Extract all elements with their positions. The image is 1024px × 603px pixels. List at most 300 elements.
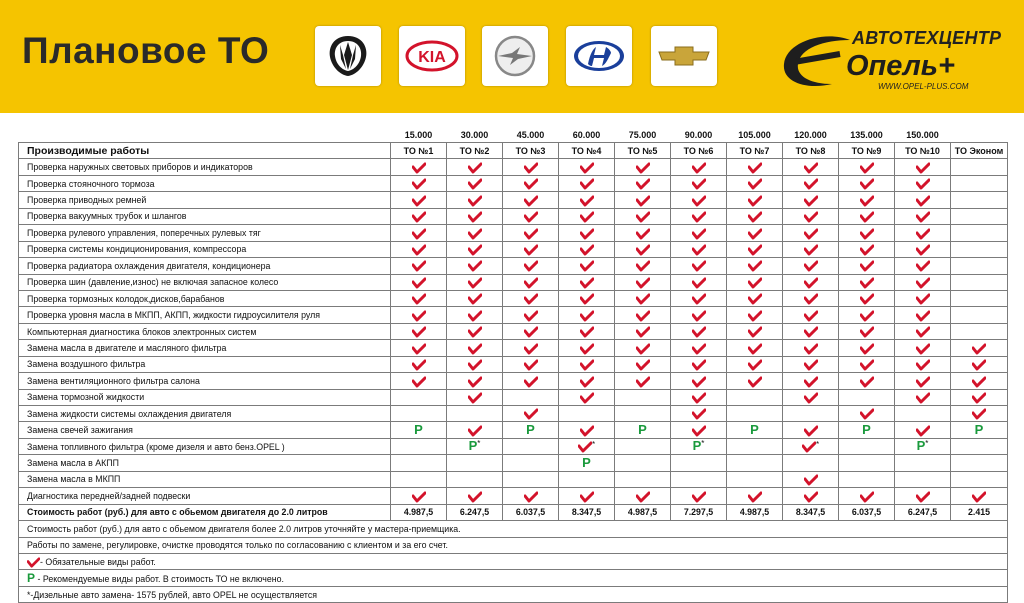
check-icon	[860, 327, 874, 337]
work-label: Проверка шин (давление,износ) не включая запасное колесо	[19, 274, 391, 290]
check-icon	[636, 310, 650, 320]
table-row	[19, 175, 1008, 191]
cost-value: 8.347,5	[783, 504, 839, 520]
maintenance-table	[18, 128, 1008, 603]
mileage-label: 105.000	[738, 130, 771, 140]
status-cell	[727, 373, 783, 389]
status-cell	[839, 422, 895, 438]
status-cell	[727, 290, 783, 306]
check-icon	[860, 409, 874, 419]
status-cell	[839, 290, 895, 306]
status-cell	[447, 258, 503, 274]
table-row	[19, 422, 1008, 438]
status-cell	[391, 175, 447, 191]
status-cell	[671, 175, 727, 191]
check-icon	[972, 491, 986, 501]
check-icon	[916, 310, 930, 320]
check-icon	[412, 228, 426, 238]
check-icon	[580, 327, 594, 337]
cost-value: 6.247,5	[895, 504, 951, 520]
legend-required-text: - Обязательные виды работ.	[40, 556, 156, 567]
status-cell	[447, 192, 503, 208]
work-label: Замена масла в двигателе и масляного фильтра	[19, 340, 391, 356]
check-icon	[692, 376, 706, 386]
status-cell	[671, 323, 727, 339]
status-cell	[447, 389, 503, 405]
status-cell	[951, 323, 1008, 339]
check-icon	[636, 327, 650, 337]
status-cell	[391, 356, 447, 372]
status-cell	[615, 192, 671, 208]
check-icon	[468, 392, 482, 402]
check-icon	[412, 277, 426, 287]
status-cell	[671, 340, 727, 356]
check-icon	[636, 211, 650, 221]
status-cell	[839, 159, 895, 175]
status-cell	[559, 241, 615, 257]
status-cell	[447, 422, 503, 438]
check-icon	[636, 195, 650, 205]
mileage-label: 45.000	[516, 130, 545, 140]
table-row	[19, 258, 1008, 274]
check-icon	[916, 162, 930, 172]
note-agreement: Работы по замене, регулировке, очистке проводятся только по согласованию с клиентом и за его счет.	[19, 537, 1008, 553]
note-row	[19, 537, 1008, 553]
legend-recommended-text: - Рекомендуемые виды работ. В стоимость ТО не включено.	[35, 573, 284, 584]
check-icon	[804, 343, 818, 353]
status-cell	[895, 274, 951, 290]
work-label: Проверка приводных ремней	[19, 192, 391, 208]
status-cell	[559, 406, 615, 422]
check-icon	[578, 442, 592, 452]
status-cell	[783, 274, 839, 290]
status-cell	[951, 159, 1008, 175]
status-cell	[559, 356, 615, 372]
mileage-label: 150.000	[906, 130, 939, 140]
recommended-icon: Р	[750, 421, 759, 437]
status-cell	[839, 340, 895, 356]
status-cell	[783, 389, 839, 405]
check-icon	[468, 310, 482, 320]
status-cell	[783, 438, 839, 454]
check-icon	[692, 179, 706, 189]
cost-value: 8.347,5	[559, 504, 615, 520]
status-cell	[615, 340, 671, 356]
status-cell	[895, 422, 951, 438]
table-row	[19, 159, 1008, 175]
column-header: ТО №9	[839, 143, 895, 159]
check-icon	[636, 162, 650, 172]
status-cell	[783, 323, 839, 339]
check-icon	[802, 442, 816, 452]
status-cell	[447, 225, 503, 241]
check-icon	[692, 310, 706, 320]
status-cell	[615, 290, 671, 306]
status-cell	[447, 438, 503, 454]
check-icon	[748, 491, 762, 501]
status-cell	[839, 274, 895, 290]
empty-cell	[19, 128, 391, 143]
check-icon	[804, 179, 818, 189]
status-cell	[727, 488, 783, 504]
table-row	[19, 241, 1008, 257]
check-icon	[804, 425, 818, 435]
check-icon	[692, 425, 706, 435]
check-icon	[748, 244, 762, 254]
status-cell	[503, 373, 559, 389]
status-cell	[503, 208, 559, 224]
work-label: Проверка радиатора охлаждения двигателя, кондиционера	[19, 258, 391, 274]
status-cell	[783, 159, 839, 175]
status-cell	[391, 455, 447, 471]
status-cell	[391, 389, 447, 405]
column-header: ТО №6	[671, 143, 727, 159]
check-icon	[916, 327, 930, 337]
recommended-icon: Р	[916, 438, 926, 454]
status-cell	[727, 340, 783, 356]
status-cell	[447, 406, 503, 422]
status-cell	[727, 323, 783, 339]
check-icon	[636, 491, 650, 501]
check-icon	[692, 409, 706, 419]
status-cell	[447, 241, 503, 257]
check-icon	[860, 195, 874, 205]
check-icon	[692, 211, 706, 221]
check-icon	[468, 211, 482, 221]
status-cell	[503, 241, 559, 257]
mileage-label: 120.000	[794, 130, 827, 140]
status-cell	[671, 159, 727, 175]
check-icon	[748, 310, 762, 320]
check-icon	[804, 162, 818, 172]
check-icon	[524, 491, 538, 501]
status-cell	[727, 406, 783, 422]
status-cell	[503, 488, 559, 504]
status-cell	[391, 340, 447, 356]
status-cell	[783, 455, 839, 471]
table-row	[19, 471, 1008, 487]
work-label: Компьютерная диагностика блоков электронных систем	[19, 323, 391, 339]
status-cell	[671, 307, 727, 323]
check-icon	[748, 195, 762, 205]
status-cell	[559, 323, 615, 339]
mileage-label: 15.000	[404, 130, 433, 140]
status-cell	[391, 208, 447, 224]
check-icon	[972, 343, 986, 353]
check-icon	[636, 376, 650, 386]
chevrolet-logo	[651, 26, 717, 86]
check-icon	[692, 392, 706, 402]
check-icon	[804, 244, 818, 254]
check-icon	[468, 376, 482, 386]
check-icon	[636, 228, 650, 238]
check-icon	[916, 179, 930, 189]
check-icon	[468, 228, 482, 238]
check-icon	[468, 327, 482, 337]
status-cell	[783, 192, 839, 208]
status-cell	[615, 422, 671, 438]
status-cell	[559, 208, 615, 224]
status-cell	[783, 356, 839, 372]
table-row	[19, 323, 1008, 339]
check-icon	[412, 343, 426, 353]
check-icon	[524, 376, 538, 386]
status-cell	[895, 455, 951, 471]
status-cell	[727, 455, 783, 471]
check-icon	[804, 310, 818, 320]
check-icon	[692, 343, 706, 353]
status-cell	[503, 389, 559, 405]
status-cell	[951, 488, 1008, 504]
brand-name: Опель+	[846, 50, 955, 82]
check-icon	[804, 211, 818, 221]
status-cell	[895, 290, 951, 306]
check-icon	[692, 359, 706, 369]
check-icon	[524, 359, 538, 369]
column-header: ТО №5	[615, 143, 671, 159]
status-cell	[951, 389, 1008, 405]
work-label: Проверка стояночного тормоза	[19, 175, 391, 191]
check-icon	[804, 195, 818, 205]
check-icon	[972, 359, 986, 369]
status-cell	[671, 241, 727, 257]
check-icon	[468, 343, 482, 353]
opel-logo	[482, 26, 548, 86]
work-label: Диагностика передней/задней подвески	[19, 488, 391, 504]
cost-value: 4.987,5	[615, 504, 671, 520]
check-icon	[692, 162, 706, 172]
check-icon	[580, 294, 594, 304]
check-icon	[916, 491, 930, 501]
status-cell	[391, 422, 447, 438]
status-cell	[559, 258, 615, 274]
recommended-icon: Р	[468, 438, 478, 454]
cost-label: Стоимость работ (руб.) для авто с обьемом двигателя до 2.0 литров	[19, 504, 391, 520]
check-icon	[636, 261, 650, 271]
status-cell	[615, 389, 671, 405]
status-cell	[839, 455, 895, 471]
status-cell	[503, 175, 559, 191]
check-icon	[692, 491, 706, 501]
status-cell	[615, 488, 671, 504]
status-cell	[839, 307, 895, 323]
status-cell	[839, 438, 895, 454]
works-header: Производимые работы	[19, 143, 391, 159]
check-icon	[692, 277, 706, 287]
check-icon	[468, 491, 482, 501]
check-icon	[972, 409, 986, 419]
check-icon	[916, 195, 930, 205]
status-cell	[671, 356, 727, 372]
status-cell	[503, 307, 559, 323]
check-icon	[580, 211, 594, 221]
check-icon	[468, 162, 482, 172]
check-icon	[748, 261, 762, 271]
check-icon	[524, 343, 538, 353]
note-row	[19, 586, 1008, 602]
check-icon	[412, 211, 426, 221]
status-cell	[895, 208, 951, 224]
status-cell	[895, 258, 951, 274]
footnote-star: *	[815, 439, 820, 449]
status-cell	[839, 208, 895, 224]
status-cell	[447, 488, 503, 504]
status-cell	[447, 159, 503, 175]
status-cell	[615, 159, 671, 175]
check-icon	[916, 359, 930, 369]
status-cell	[727, 208, 783, 224]
status-cell	[503, 274, 559, 290]
status-cell	[559, 438, 615, 454]
check-icon	[804, 327, 818, 337]
check-icon	[692, 294, 706, 304]
status-cell	[503, 471, 559, 487]
check-icon	[412, 376, 426, 386]
table-row	[19, 438, 1008, 454]
note-row	[19, 521, 1008, 537]
mileage-label: 90.000	[684, 130, 713, 140]
status-cell	[503, 192, 559, 208]
cost-value: 2.415	[951, 504, 1008, 520]
status-cell	[503, 406, 559, 422]
status-cell	[615, 274, 671, 290]
table-row	[19, 389, 1008, 405]
status-cell	[895, 340, 951, 356]
check-icon	[972, 376, 986, 386]
cost-value: 7.297,5	[671, 504, 727, 520]
status-cell	[503, 323, 559, 339]
status-cell	[951, 290, 1008, 306]
status-cell	[503, 290, 559, 306]
check-icon	[468, 195, 482, 205]
status-cell	[839, 406, 895, 422]
table-row	[19, 307, 1008, 323]
status-cell	[447, 455, 503, 471]
column-header: ТО №2	[447, 143, 503, 159]
status-cell	[559, 373, 615, 389]
work-label: Проверка рулевого управления, поперечных рулевых тяг	[19, 225, 391, 241]
status-cell	[951, 438, 1008, 454]
status-cell	[447, 307, 503, 323]
table-row	[19, 274, 1008, 290]
recommended-icon: Р	[974, 421, 984, 437]
check-icon	[412, 310, 426, 320]
check-icon	[860, 261, 874, 271]
check-icon	[468, 179, 482, 189]
cost-value: 6.037,5	[839, 504, 895, 520]
check-icon	[412, 179, 426, 189]
check-icon	[580, 310, 594, 320]
work-label: Проверка наружных световых приборов и индикаторов	[19, 159, 391, 175]
status-cell	[671, 438, 727, 454]
status-cell	[727, 274, 783, 290]
work-label: Замена вентиляционного фильтра салона	[19, 373, 391, 389]
status-cell	[839, 175, 895, 191]
status-cell	[895, 356, 951, 372]
status-cell	[951, 340, 1008, 356]
table-row	[19, 290, 1008, 306]
status-cell	[727, 258, 783, 274]
status-cell	[615, 438, 671, 454]
status-cell	[783, 225, 839, 241]
check-icon	[636, 294, 650, 304]
status-cell	[447, 208, 503, 224]
status-cell	[671, 471, 727, 487]
status-cell	[615, 175, 671, 191]
check-icon	[916, 392, 930, 402]
status-cell	[671, 290, 727, 306]
column-header: ТО №10	[895, 143, 951, 159]
check-icon	[524, 294, 538, 304]
check-icon	[412, 359, 426, 369]
check-icon	[804, 474, 818, 484]
status-cell	[503, 340, 559, 356]
check-icon	[692, 261, 706, 271]
note-row	[19, 553, 1008, 569]
table-row	[19, 192, 1008, 208]
check-icon	[916, 343, 930, 353]
status-cell	[839, 488, 895, 504]
check-icon	[468, 261, 482, 271]
check-icon	[748, 359, 762, 369]
check-icon	[804, 228, 818, 238]
status-cell	[727, 471, 783, 487]
status-cell	[839, 356, 895, 372]
status-cell	[951, 175, 1008, 191]
status-cell	[671, 274, 727, 290]
status-cell	[951, 258, 1008, 274]
check-icon	[636, 179, 650, 189]
check-icon	[916, 294, 930, 304]
table-row	[19, 340, 1008, 356]
check-icon	[916, 425, 930, 435]
check-icon	[412, 327, 426, 337]
work-label: Проверка тормозных колодок,дисков,барабанов	[19, 290, 391, 306]
check-icon	[692, 327, 706, 337]
check-icon	[468, 244, 482, 254]
autotechcenter-logo	[780, 20, 1010, 100]
check-icon	[524, 327, 538, 337]
status-cell	[447, 340, 503, 356]
footnote-star: *	[701, 439, 705, 449]
status-cell	[727, 356, 783, 372]
work-label: Проверка системы кондиционирования, компрессора	[19, 241, 391, 257]
status-cell	[783, 290, 839, 306]
check-icon	[804, 359, 818, 369]
status-cell	[615, 307, 671, 323]
brand-top-text: АВТОТЕХЦЕНТР	[852, 28, 1002, 48]
footnote-star: *	[477, 439, 481, 449]
check-icon	[524, 310, 538, 320]
status-cell	[783, 241, 839, 257]
check-icon	[468, 294, 482, 304]
status-cell	[727, 307, 783, 323]
legend-recommended	[19, 570, 1008, 586]
status-cell	[671, 208, 727, 224]
check-icon	[748, 294, 762, 304]
status-cell	[615, 208, 671, 224]
status-cell	[559, 307, 615, 323]
status-cell	[559, 389, 615, 405]
status-cell	[391, 406, 447, 422]
status-cell	[391, 258, 447, 274]
check-icon	[580, 195, 594, 205]
work-label: Проверка вакуумных трубок и шлангов	[19, 208, 391, 224]
status-cell	[783, 471, 839, 487]
status-cell	[895, 225, 951, 241]
check-icon	[748, 277, 762, 287]
mileage-label: 135.000	[850, 130, 883, 140]
